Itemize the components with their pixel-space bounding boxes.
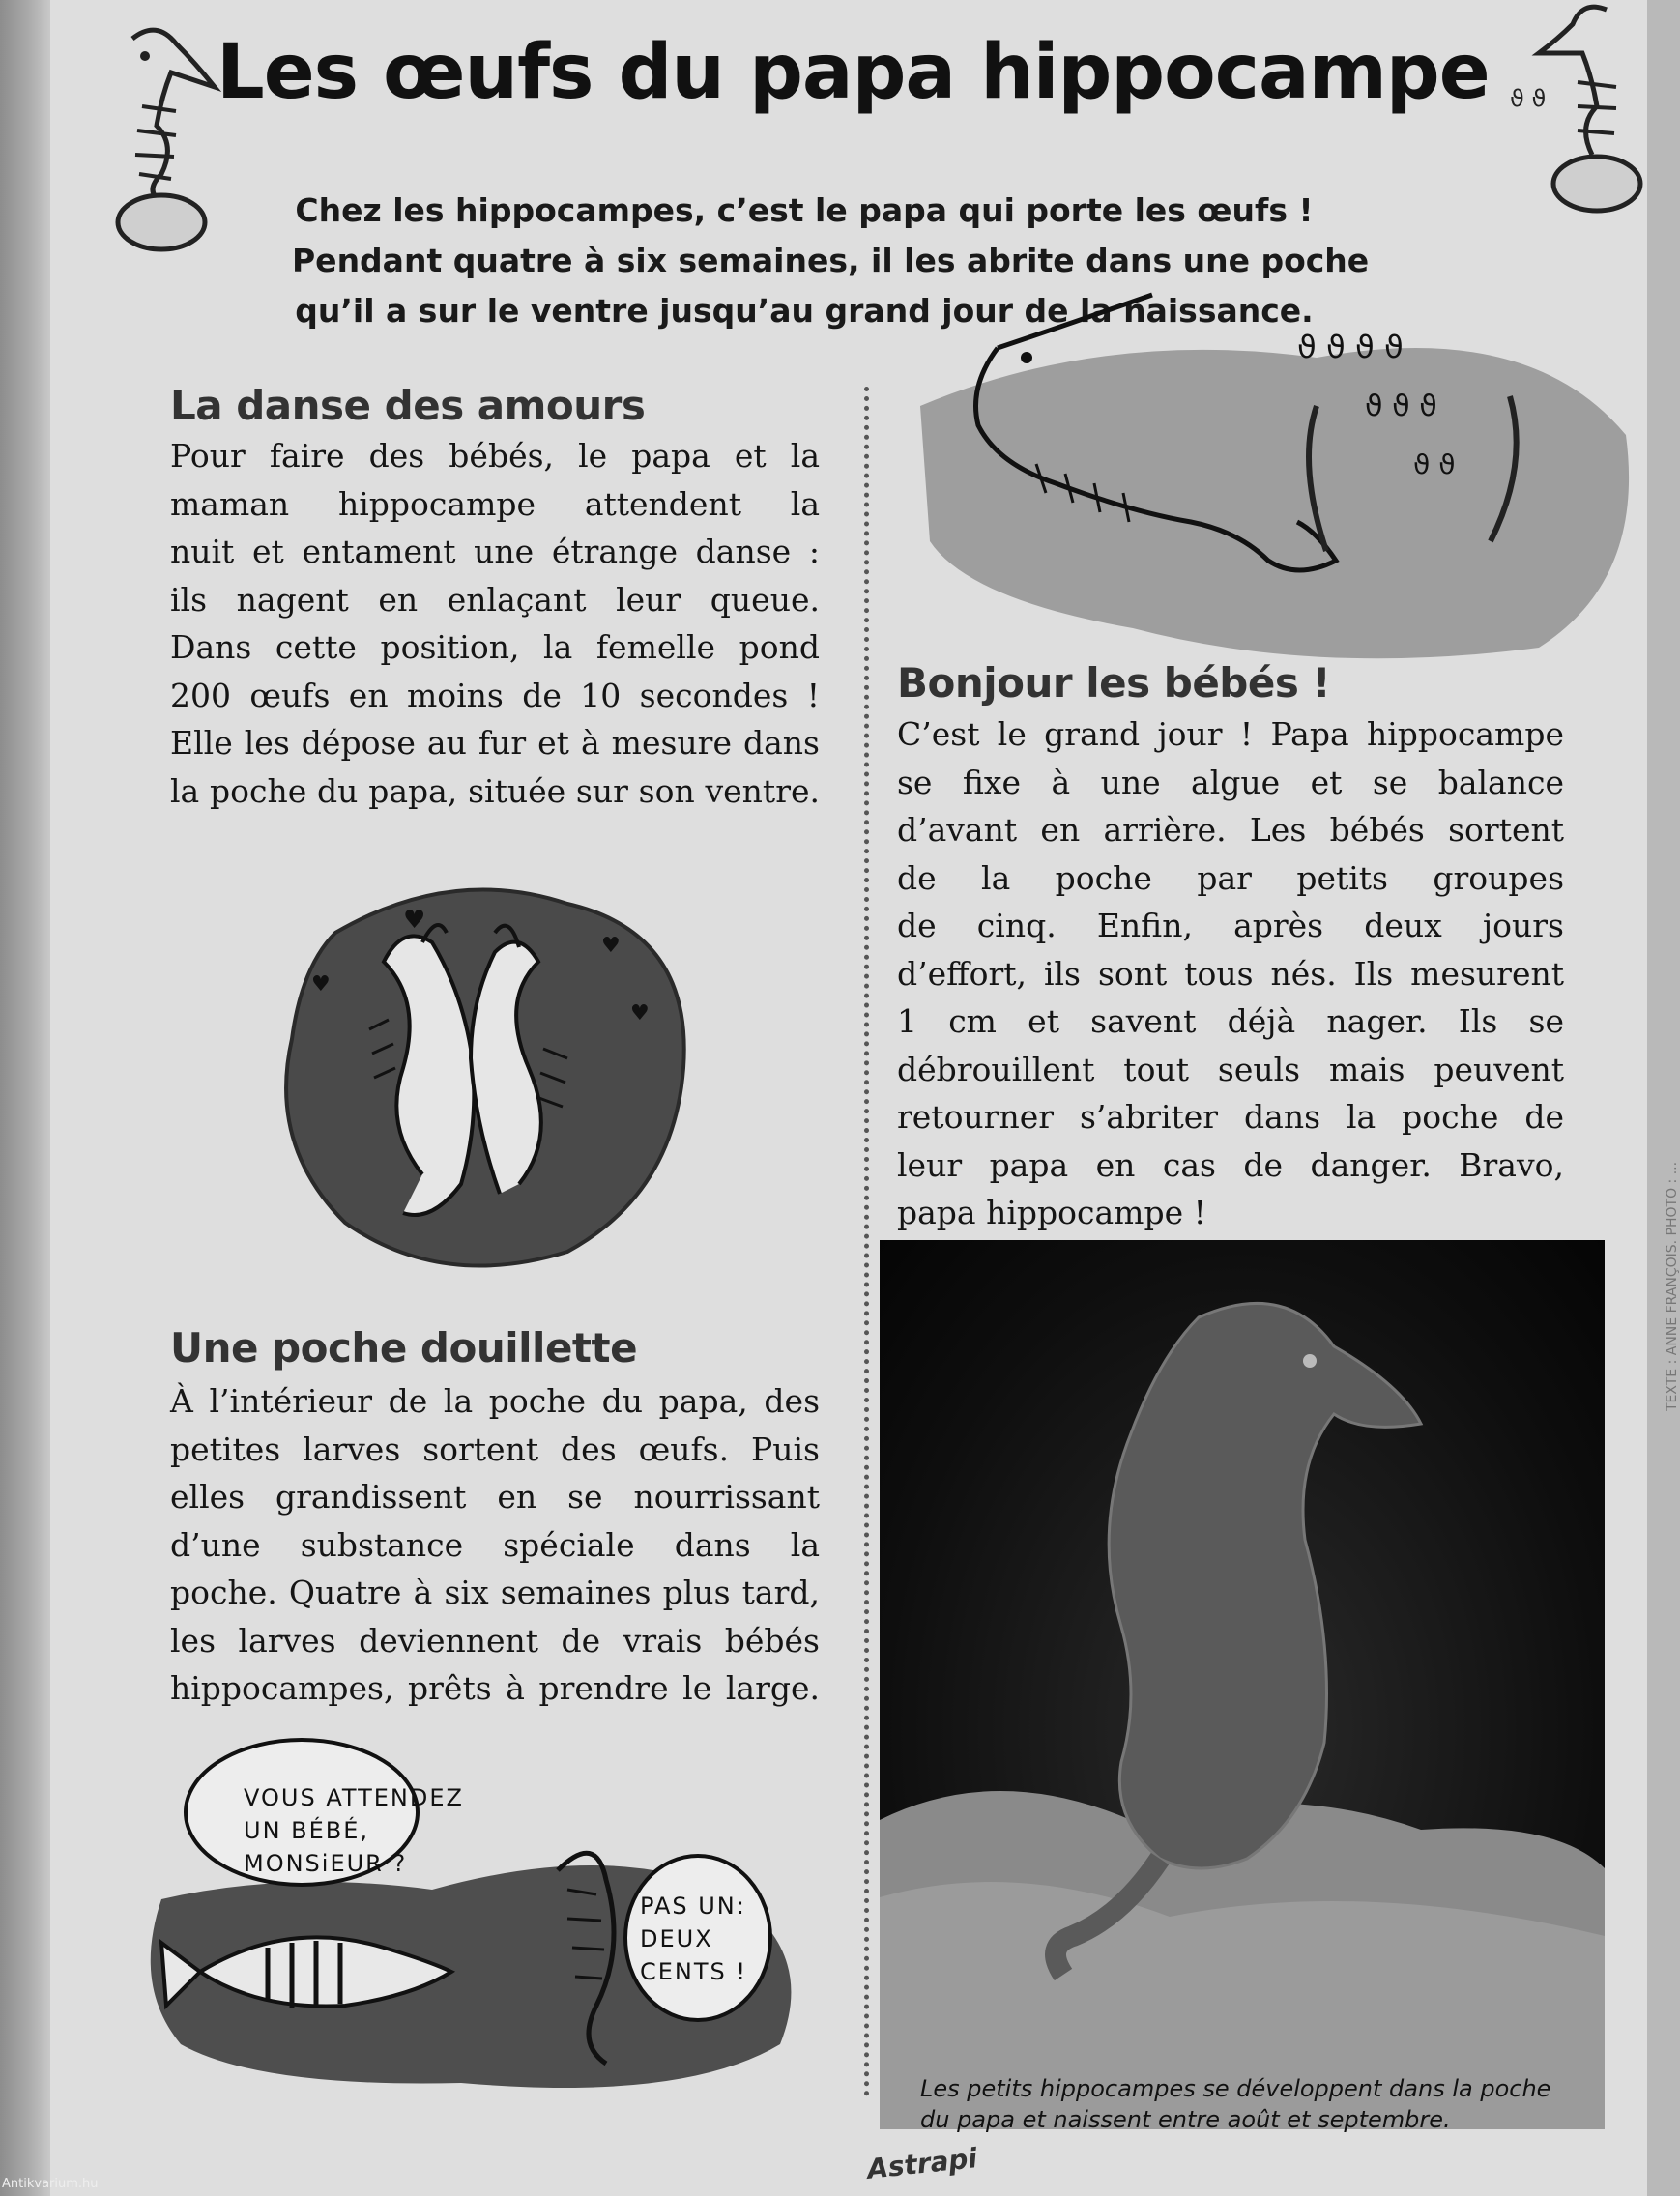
svg-text:♥: ♥ — [601, 934, 621, 958]
speech-line: MONSiEUR ? — [244, 1850, 408, 1877]
heading-danse: La danse des amours — [170, 382, 646, 429]
intro-line: qu’il a sur le ventre jusqu’au grand jour de la naissance. — [295, 292, 1314, 330]
text-line: nuit et entament une étrange danse : — [170, 533, 820, 570]
paragraph-bebes — [897, 710, 1564, 1237]
heading-poche: Une poche douillette — [170, 1324, 638, 1372]
intro-line: Chez les hippocampes, c’est le papa qui porte les œufs ! — [295, 191, 1314, 229]
text-line: C’est le grand jour ! Papa hippocampe — [897, 715, 1564, 753]
seahorse-babies-illustration — [911, 290, 1645, 677]
paragraph-danse — [170, 432, 820, 815]
text-line: d’avant en arrière. Les bébés sortent — [897, 811, 1564, 849]
text-line: Pour faire des bébés, le papa et la — [170, 437, 820, 475]
speech-line: DEUX — [640, 1925, 713, 1952]
book-spine-shadow — [0, 0, 50, 2196]
watermark: Antikvarium.hu — [2, 2177, 99, 2191]
seahorse-photo-image — [880, 1240, 1605, 2129]
text-line: ils nagent en enlaçant leur queue. — [170, 580, 820, 619]
text-line: la poche du papa, située sur son ventre. — [170, 771, 820, 810]
text-line: retourner s’abriter dans la poche de — [897, 1098, 1564, 1136]
text-line: À l’intérieur de la poche du papa, des — [170, 1382, 820, 1420]
text-line: de la poche par petits groupes — [897, 858, 1564, 897]
text-line-last: papa hippocampe ! — [897, 1194, 1206, 1231]
photo-caption — [920, 2073, 1636, 2135]
heading-bebes: Bonjour les bébés ! — [897, 659, 1331, 707]
seahorse-speech-bubble — [640, 1890, 747, 1988]
photo-credit: TEXTE : ANNE FRANÇOIS. PHOTO : ... — [1665, 1161, 1680, 1411]
svg-text:♥: ♥ — [403, 906, 426, 935]
astrapi-logo: Astrapi — [865, 2142, 979, 2185]
text-line: débrouillent tout seuls mais peuvent — [897, 1050, 1564, 1088]
speech-line: CENTS ! — [640, 1958, 748, 1985]
text-line: 1 cm et savent déjà nager. Ils se — [897, 1002, 1564, 1040]
dancing-seahorses-illustration — [277, 875, 712, 1281]
paragraph-poche — [170, 1377, 820, 1713]
speech-line: UN BÉBÉ, — [244, 1817, 370, 1844]
caption-line: Les petits hippocampes se développent dans la poche — [920, 2075, 1551, 2102]
text-line: maman hippocampe attendent la — [170, 484, 820, 523]
text-line: poche. Quatre à six semaines plus tard, — [170, 1574, 820, 1611]
text-line: d’une substance spéciale dans la — [170, 1525, 820, 1564]
seahorse-photograph — [880, 1240, 1605, 2129]
text-line: de cinq. Enfin, après deux jours — [897, 907, 1564, 944]
text-line: d’effort, ils sont tous nés. Ils mesurent — [897, 954, 1564, 993]
text-line: elles grandissent en se nourrissant — [170, 1478, 820, 1516]
text-line: 200 œufs en moins de 10 secondes ! — [170, 676, 820, 714]
caption-line: du papa et naissent entre août et septembre. — [920, 2106, 1451, 2133]
speech-line: VOUS ATTENDEZ — [244, 1784, 464, 1811]
text-line: les larves deviennent de vrais bébés — [170, 1621, 820, 1660]
speech-line: PAS UN: — [640, 1893, 746, 1920]
text-line: hippocampes, prêts à prendre le large. — [170, 1669, 820, 1707]
svg-text:♥: ♥ — [311, 972, 331, 997]
text-line: Dans cette position, la femelle pond — [170, 628, 820, 666]
svg-text:ϑ ϑ ϑ ϑ: ϑ ϑ ϑ ϑ — [1297, 329, 1404, 365]
seahorse-mascot-left-icon — [89, 19, 224, 271]
svg-text:ϑ ϑ: ϑ ϑ — [1413, 448, 1456, 480]
magazine-page — [50, 0, 1680, 2196]
column-divider — [864, 387, 869, 2097]
intro-line: Pendant quatre à six semaines, il les abrite dans une poche — [292, 242, 1370, 279]
svg-text:♥: ♥ — [630, 1001, 650, 1026]
svg-text:ϑ ϑ ϑ: ϑ ϑ ϑ — [1365, 390, 1437, 423]
text-line: Elle les dépose au fur et à mesure dans — [170, 724, 820, 762]
text-line: leur papa en cas de danger. Bravo, — [897, 1145, 1564, 1184]
svg-text:ϑ ϑ: ϑ ϑ — [1510, 85, 1547, 112]
page-title: Les œufs du papa hippocampe — [217, 29, 1490, 116]
fish-speech-bubble — [244, 1781, 464, 1880]
text-line: se fixe à une algue et se balance — [897, 763, 1564, 801]
text-line: petites larves sortent des œufs. Puis — [170, 1430, 820, 1468]
